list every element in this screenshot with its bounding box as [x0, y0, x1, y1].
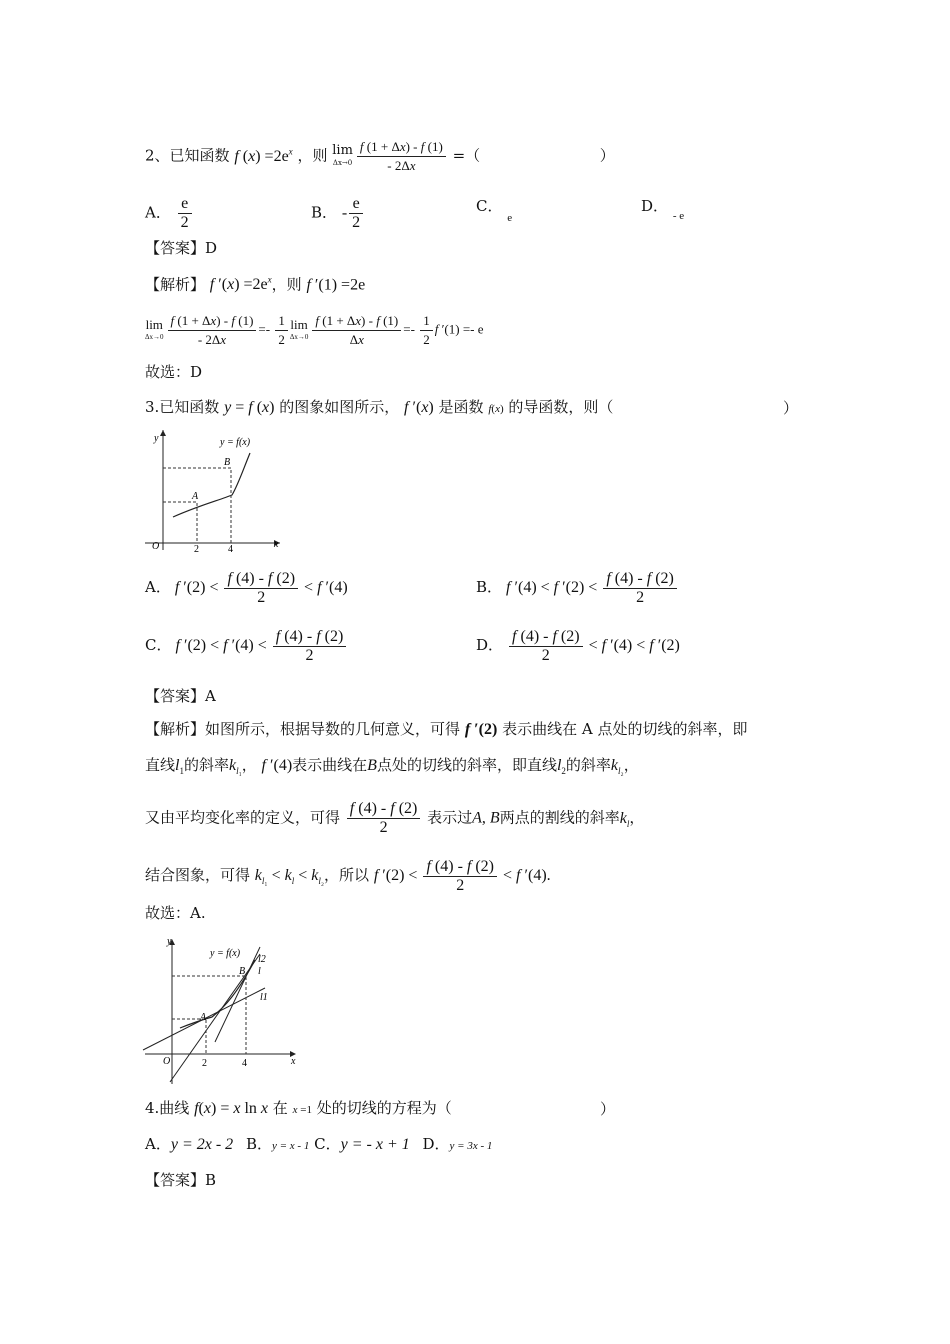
point-b-label: B: [224, 457, 231, 468]
x-label: x: [291, 1056, 296, 1067]
q2-option-a[interactable]: A． $\frac{e}{2}$: [145, 195, 194, 232]
q3-analysis-line2: 直线$l_1$的斜率$k_{l_1}$， f ′(4)表示曲线在B点处的切线的斜率，即直线$l_2$的斜率$k_{l_2}$，: [145, 756, 639, 777]
q3-option-c[interactable]: C． f ′(2) < f ′(4) < $\frac{f (4) - f (2)}{2}$: [145, 628, 348, 665]
origin-label: O: [152, 541, 160, 552]
point-b-label: B: [239, 966, 246, 977]
x-label: x: [274, 539, 279, 550]
q2-stem: 2、已知函数 f $(x) =2e^x$ ，则 lim Δx→0 $\frac{f (1 + \Delta x) - f (1)}{- 2\Delta x}$ =（ ）: [145, 139, 615, 173]
curve-label: y = f(x): [210, 948, 241, 959]
q3-conclusion: 故选：A.: [145, 904, 206, 922]
tick-4: 4: [228, 544, 233, 555]
q3-stem: 3.已知函数 y = f (x) 的图象如图所示， f ′(x) 是函数 f(x) 的导函数，则（: [145, 398, 614, 416]
q3-analysis-line4: 结合图象，可得 $k_{l_1} < k_l < k_{l_2}$，所以 f ′(2) < $\frac{f (4) - f (2)}{2}$ < f ′(4).: [145, 858, 551, 894]
q4-option-b[interactable]: B．y = x - 1: [245, 1135, 310, 1153]
q2-analysis: 【解析】 f $'(x) =2e^x$，则 f ′(1) =2e: [145, 275, 366, 294]
q4-option-a[interactable]: A．y = 2x - 2: [145, 1135, 234, 1153]
q3-analysis-line3: 又由平均变化率的定义，可得 $\frac{f (4) - f (2)}{2}$ 表示过A, B两点的割线的斜率$k_l$，: [145, 800, 645, 836]
origin-label: O: [163, 1056, 171, 1067]
limit-sign: lim Δx→0: [332, 142, 353, 167]
q2-option-d[interactable]: D． $_{- e}$: [641, 197, 685, 222]
q3-analysis-line1: 【解析】如图所示，根据导数的几何意义，可得 f ′(2) 表示曲线在 A 点处的切线的斜率，即: [145, 720, 748, 738]
q2-func: f $(x) =2e^x$: [234, 146, 293, 165]
q4-answer: 【答案】B: [145, 1171, 217, 1189]
q3-option-b[interactable]: B． f ′(4) < f ′(2) < $\frac{f (4) - f (2)}{2}$: [476, 570, 679, 607]
q4-option-d[interactable]: D．y = 3x - 1: [422, 1135, 493, 1153]
q4-paren-close: ）: [600, 1100, 616, 1118]
tick-2: 2: [194, 544, 199, 555]
q3-analysis-graph: [140, 932, 305, 1092]
q3-option-d[interactable]: D． $\frac{f (4) - f (2)}{2}$ < f ′(4) < f ′(2): [476, 628, 680, 664]
q4-option-c[interactable]: C．y = - x + 1: [314, 1135, 410, 1153]
q3-paren-close: ）: [783, 399, 799, 417]
tick-2: 2: [202, 1058, 207, 1069]
q3-graph: [140, 425, 290, 555]
point-a-label: A: [200, 1012, 207, 1023]
dashed-b: [172, 976, 246, 1054]
point-a-label: A: [192, 491, 199, 502]
q4-options: [145, 1134, 492, 1156]
q2-option-c[interactable]: C． $_e$: [476, 197, 513, 224]
line-l-label: l: [258, 966, 261, 977]
q4-stem: 4.曲线 f(x) = x ln x 在 x =1 处的切线的方程为（: [145, 1099, 452, 1117]
q2-fraction: $\frac{f (1 + \Delta x) - f (1)}{- 2\Delta x}$: [357, 138, 446, 175]
q2-answer: 【答案】D: [145, 239, 218, 257]
q2-conclusion: 故选：D: [145, 363, 203, 381]
tick-4: 4: [242, 1058, 247, 1069]
y-axis-arrow-icon: [160, 430, 166, 436]
dashed-a: [163, 502, 197, 543]
q3-answer: 【答案】A: [145, 687, 216, 705]
y-label: y: [167, 936, 172, 947]
q2-derivation: lim Δx→0 $\frac{f (1 + \Delta x) - f (1)}{- 2\Delta x}$ =- $\frac{1}{2}$ lim Δx→0 $\frac{f (1 + \Delta x) - f (1)}{\Delta x}$ =- $\frac{1}{2}$ f ′(1) =- e: [145, 313, 484, 347]
q2-option-a-value: $\frac{e}{2}$: [178, 195, 192, 232]
line-l2-label: l2: [258, 954, 266, 965]
q3-option-a[interactable]: A． f ′(2) < $\frac{f (4) - f (2)}{2}$ < f ′(4): [145, 570, 348, 606]
q2-option-b[interactable]: B． - $\frac{e}{2}$: [311, 195, 365, 232]
line-l1-label: l1: [260, 992, 268, 1003]
q2-option-b-value: $\frac{e}{2}$: [349, 195, 363, 232]
curve: [173, 453, 250, 517]
curve-label: y = f(x): [220, 437, 251, 448]
y-label: y: [154, 433, 159, 444]
